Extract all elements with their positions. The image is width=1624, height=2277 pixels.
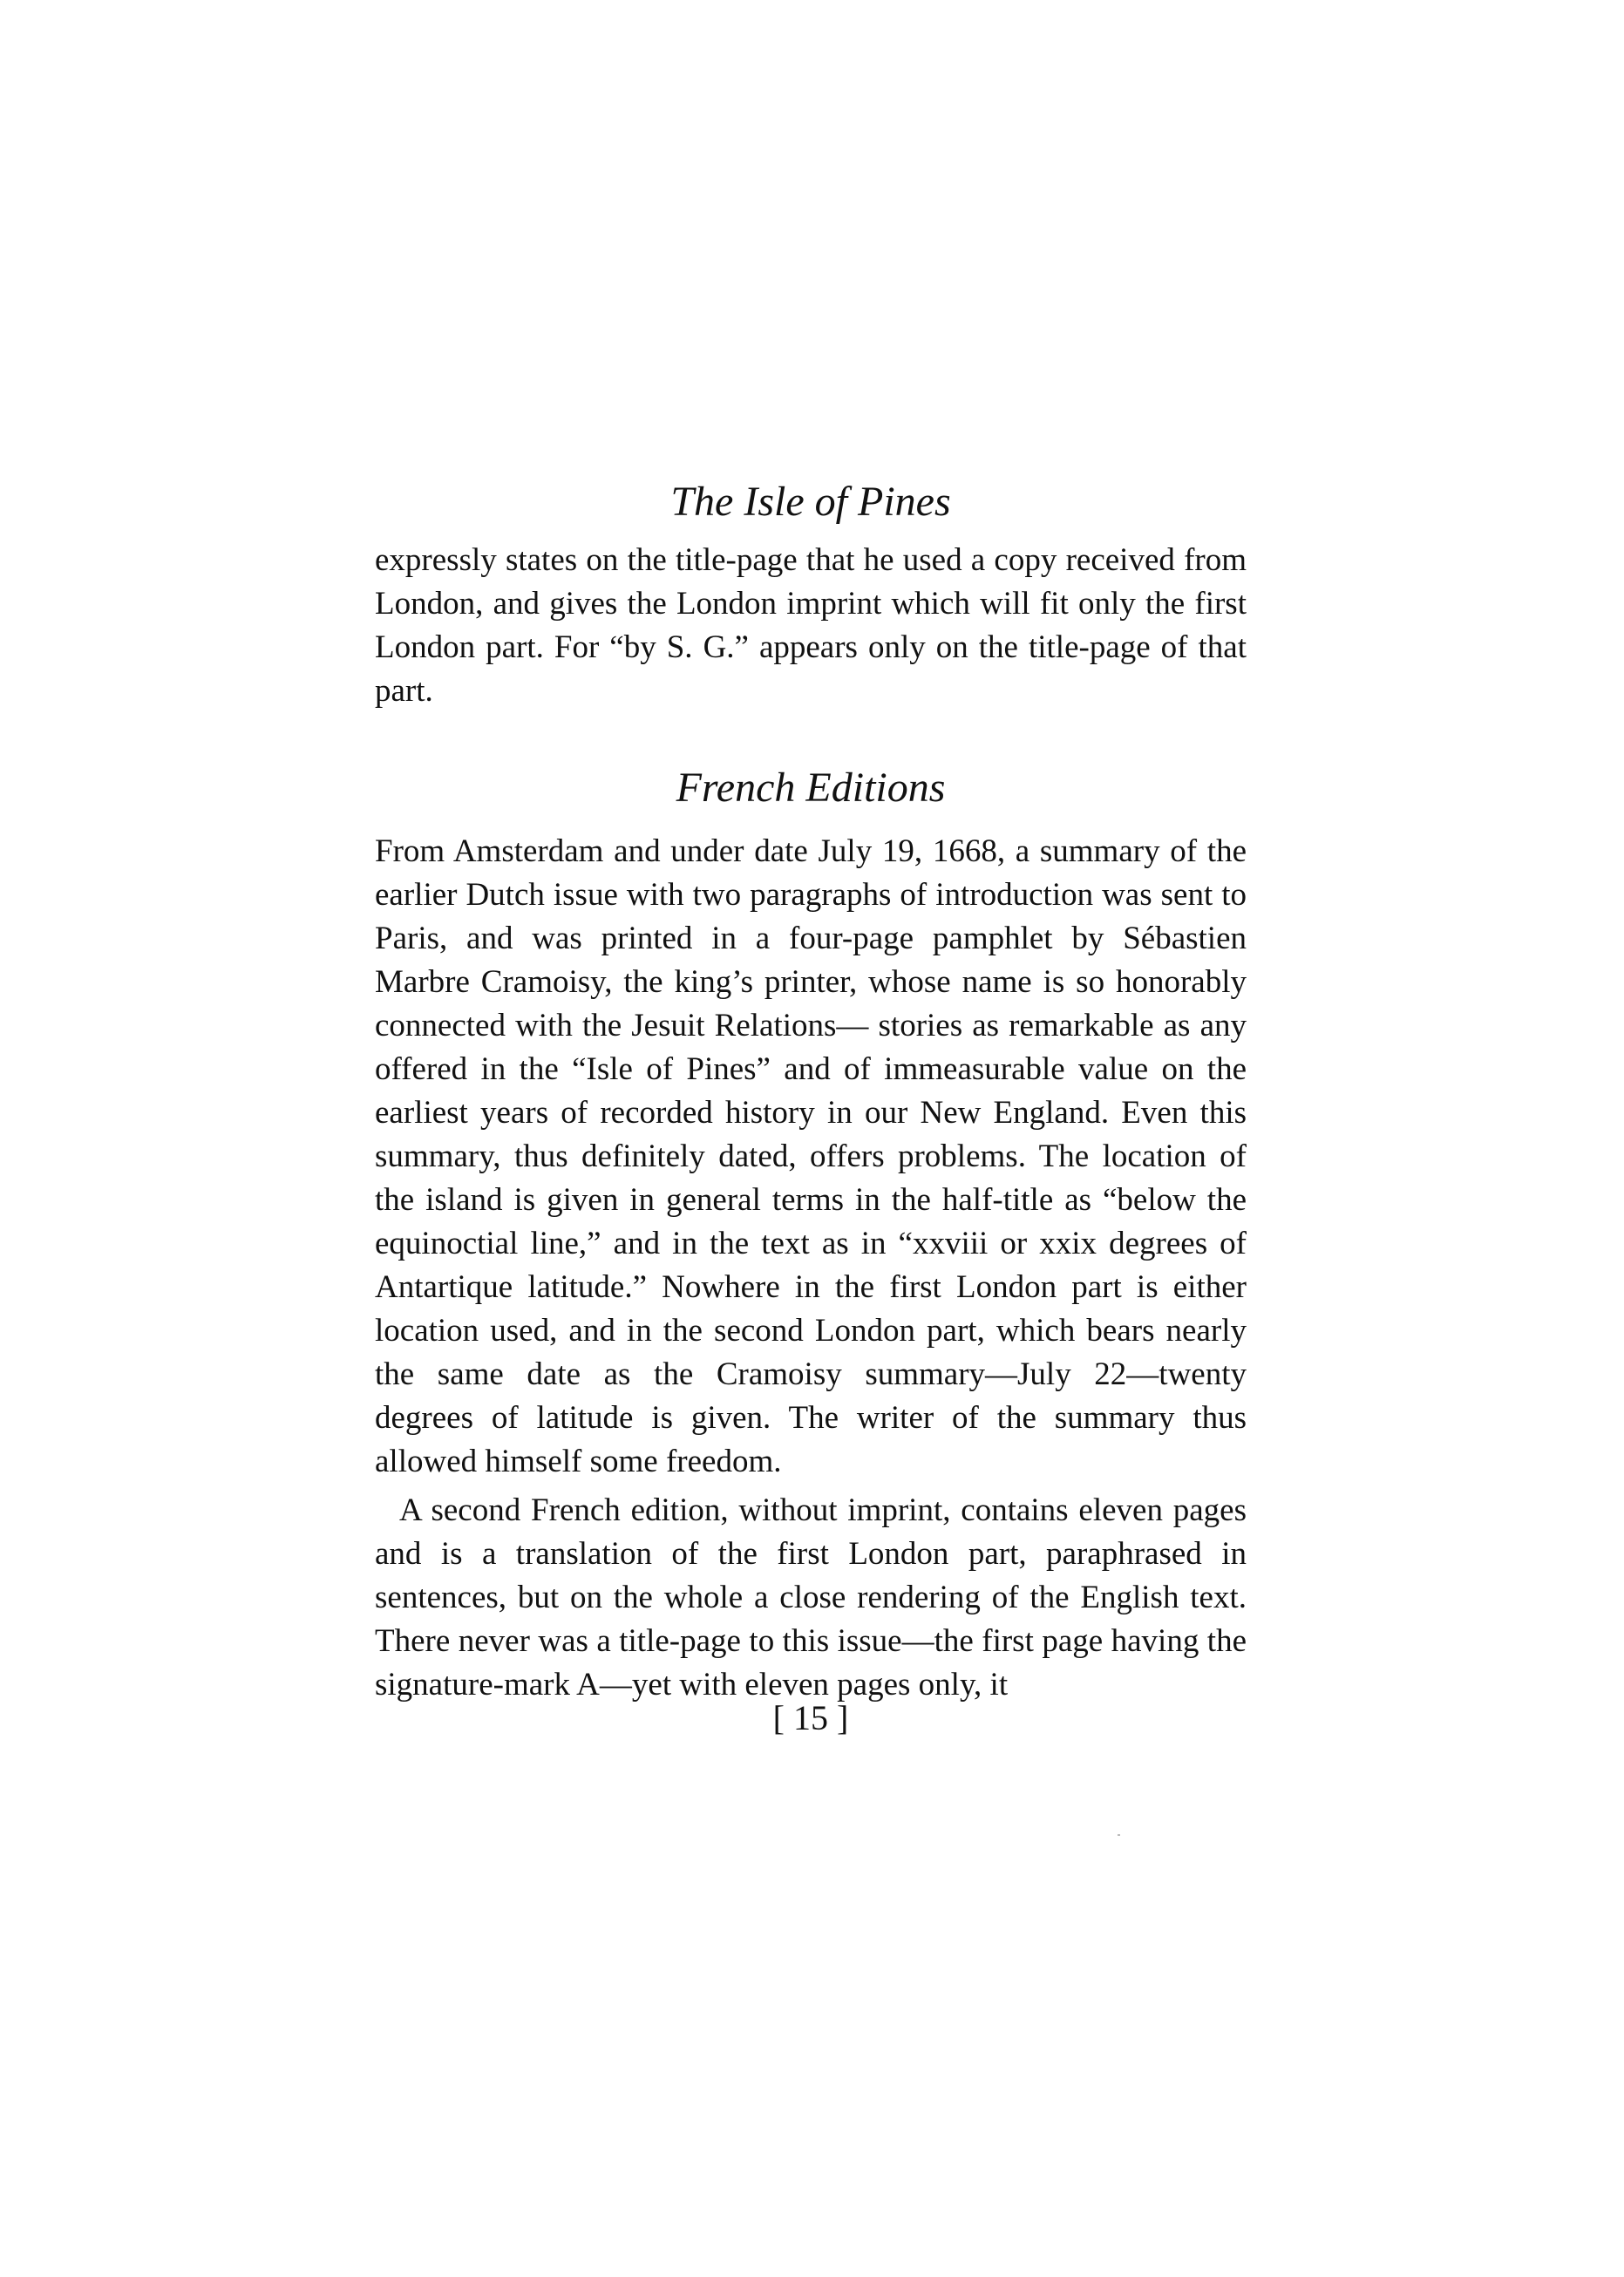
section-heading: French Editions — [676, 765, 946, 811]
page-number: [ 15 ] — [772, 1698, 849, 1737]
section-body — [375, 830, 1247, 1707]
paragraph-2: A second French edition, without imprint, contains eleven pages and is a translation of the first London part, paraphrased in sentences, but on the whole a close rendering of the English text. There never was a title-page to this issue—the first page having the signature-mark A—yet with eleven pages only, it — [375, 1492, 1247, 1703]
continued-paragraph-block — [375, 539, 1247, 713]
scan-speck — [1118, 1834, 1120, 1836]
continued-paragraph: expressly states on the title-page that he used a copy received from London, and gives the London imprint which will fit only the first London part. For “by S. G.” appears only on the title-page of that part. — [375, 542, 1247, 709]
running-head: The Isle of Pines — [670, 479, 951, 525]
paragraph-1: From Amsterdam and under date July 19, 1668, a summary of the earlier Dutch issue with two paragraphs of introduction was sent to Paris, and was printed in a four-page pamphlet by Sébastien Marbre Cramoisy, the king’s printer, whose name is so honorably connected with the Jesuit Relations— stories as remarkable as any offered in the “Isle of Pines” and of immeasurable value on the earliest years of recorded history in our New England. Even this summary, thus definitely dated, offers problems. The location of the island is given in general terms in the half-title as “below the equinoctial line,” and in the text as in “xxviii or xxix degrees of Antartique latitude.” Nowhere in the first London part is either location used, and in the second London part, which bears nearly the same date as the Cramoisy summary—July 22—twenty degrees of latitude is given. The writer of the summary thus allowed himself some freedom. — [375, 833, 1247, 1479]
